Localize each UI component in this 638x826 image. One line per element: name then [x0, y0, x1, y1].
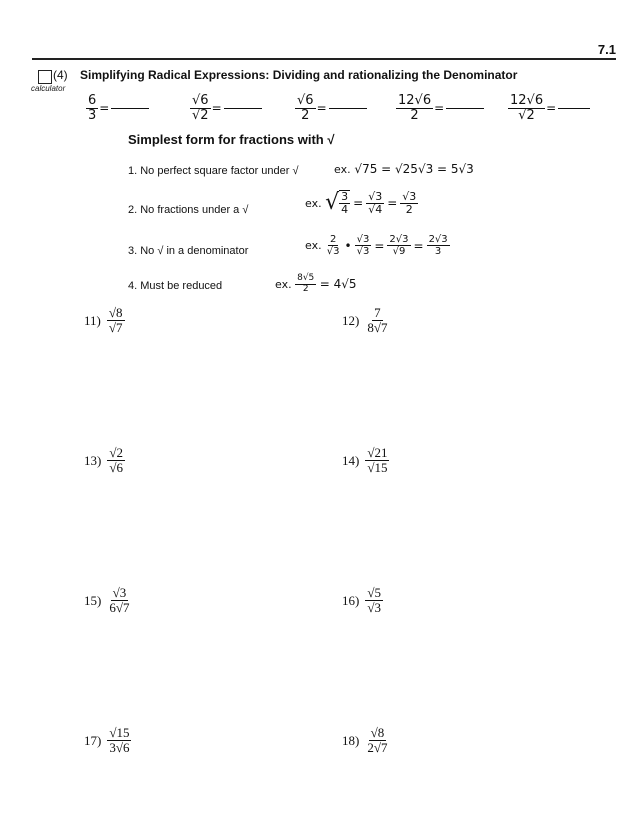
warmup-item-1 [86, 94, 149, 124]
rule-1: 1. No perfect square factor under √ [128, 165, 299, 177]
problem-16: 16) $\frac{√5}{√3}$ [342, 585, 381, 616]
radical-sign-icon: √ [325, 190, 340, 216]
task-checkbox[interactable] [38, 70, 52, 84]
task-number: (4) [53, 68, 68, 82]
warmup-num: 12√6 [510, 93, 544, 108]
problem-17: 17) $\frac{√15}{3√6}$ [84, 725, 130, 756]
example-label: ex. [275, 277, 292, 291]
rule-2: 2. No fractions under a √ [128, 204, 249, 216]
simplest-form-heading: Simplest form for fractions with √ [128, 132, 335, 147]
problem-11: 11) $\frac{√8}{√7}$ [84, 305, 123, 336]
equals-sign: = [211, 101, 222, 116]
rule-4-example: ex. $\frac{8√5}{2}$ = 4√5 [275, 273, 357, 294]
answer-blank[interactable] [329, 108, 367, 109]
multiply-dot-icon: • [344, 238, 352, 253]
problem-13: 13) $\frac{√2}{√6}$ [84, 445, 123, 476]
warmup-den: 2 [410, 108, 419, 124]
worksheet-title: Simplifying Radical Expressions: Dividing and rationalizing the Denominator [80, 68, 518, 82]
warmup-den: √2 [192, 108, 209, 124]
problem-18: 18) $\frac{√8}{2√7}$ [342, 725, 388, 756]
problem-15: 15) $\frac{√3}{6√7}$ [84, 585, 130, 616]
warmup-item-2 [190, 94, 262, 124]
warmup-item-5 [508, 94, 590, 124]
answer-blank[interactable] [111, 108, 149, 109]
warmup-item-4 [396, 94, 484, 124]
equals-sign: = [316, 101, 327, 116]
example-label: ex. [334, 162, 351, 176]
warmup-num: 12√6 [398, 93, 432, 108]
problem-12: 12) $\frac{7}{8√7}$ [342, 305, 388, 336]
rule-4: 4. Must be reduced [128, 280, 223, 292]
warmup-den: 2 [301, 108, 310, 124]
equals-sign: = [99, 101, 110, 116]
fraction-under-radical: $\frac{3}{4}$ [341, 190, 349, 217]
warmup-num: √6 [192, 93, 209, 108]
rule-3-example: ex. $\frac{2}{√3}$ • $\frac{√3}{√3}$ = $\frac{2√3}{√9}$ = $\frac{2√3}{3}$ [305, 234, 448, 257]
answer-blank[interactable] [558, 108, 590, 109]
example-label: ex. [305, 239, 322, 252]
warmup-num: √6 [297, 93, 314, 108]
rule-1-example [334, 162, 474, 176]
warmup-item-3 [295, 94, 367, 124]
equals-sign: = [434, 101, 445, 116]
equals-sign: = [546, 101, 557, 116]
problem-14: 14) $\frac{√21}{√15}$ [342, 445, 388, 476]
warmup-num: 6 [88, 93, 97, 108]
answer-blank[interactable] [446, 108, 484, 109]
example-label: ex. [305, 196, 322, 210]
rule-2-example: ex. √ $\frac{3}{4}$ = $\frac{√3}{√4}$ = $\frac{√3}{2}$ [305, 189, 417, 217]
warmup-den: 3 [88, 108, 97, 124]
page-number: 7.1 [597, 42, 616, 57]
rule-3: 3. No √ in a denominator [128, 245, 249, 257]
header-divider [32, 58, 616, 60]
answer-blank[interactable] [224, 108, 262, 109]
calculator-label: calculator [31, 84, 66, 93]
warmup-den: √2 [518, 108, 535, 124]
example-expression: √75 = √25√3 = 5√3 [354, 162, 474, 176]
